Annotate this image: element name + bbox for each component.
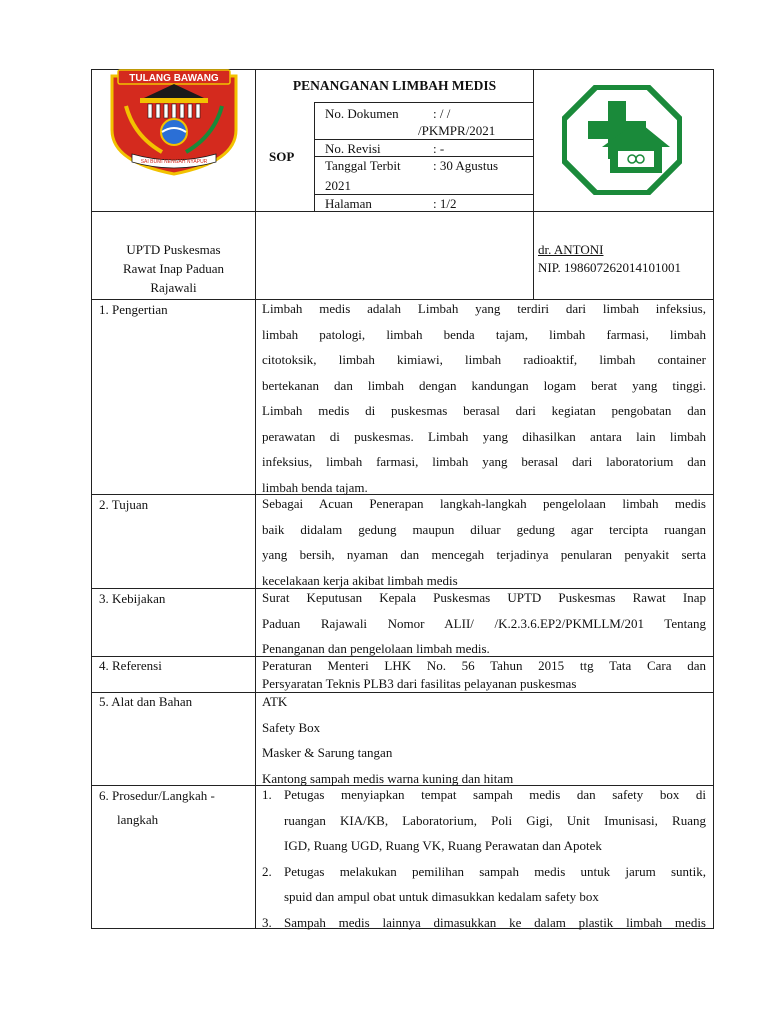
table-border-left [91,69,92,929]
body-line: baik didalam gedung maupun diluar gedung agar tercipta ruangan [262,521,706,537]
body-line: citotoksik, limbah kimiawi, limbah radioaktif, limbah container [262,352,706,367]
body-line: Limbah medis adalah Limbah yang terdiri dari limbah infeksius, [262,301,706,316]
section-body-tujuan [262,491,706,593]
body-line: Sampah medis lainnya dimasukkan ke dalam plastik limbah medis [284,914,706,930]
docinfo-divider-1 [314,139,533,140]
section-body-kebijakan [262,585,706,662]
organization-name [92,240,255,297]
procedure-item [262,910,706,936]
tanggal-terbit-value-line2: 2021 [325,178,351,193]
body-line: kecelakaan kerja akibat limbah medis [262,572,458,588]
label-column-divider [255,69,256,929]
body-line: Paduan Rajawali Nomor ALII/ /K.2.3.6.EP2/PKMLLM/201 Tentang [262,615,706,631]
docinfo-divider-3 [314,194,533,195]
halaman-label: Halaman [325,196,372,211]
tanggal-terbit-label: Tanggal Terbit [325,158,401,173]
body-line: Surat Keputusan Kepala Puskesmas UPTD Puskesmas Rawat Inap [262,590,706,605]
section-body-pengertian [262,296,706,500]
section-label-tujuan: 2. Tujuan [99,497,149,512]
body-line: limbah patologi, limbah benda tajam, limbah farmasi, limbah [262,326,706,342]
body-line: spuid dan ampul obat untuk dimasukkan kedalam safety box [284,889,599,904]
logo-motto-text: SAI BUMI NENGAH NYAPUR [140,159,208,165]
body-line: ATK [262,694,288,709]
section-label-prosedur-line2: langkah [117,812,159,827]
logo-column-divider [533,69,534,300]
puskesmas-logo [562,85,682,195]
signer-nip: NIP. 198607262014101001 [538,260,682,275]
body-line: Kantong sampah medis warna kuning dan hitam [262,770,514,786]
procedure-item [262,859,706,910]
logo-banner-text: TULANG BAWANG [129,73,219,84]
body-line: Sebagai Acuan Penerapan langkah-langkah pengelolaan limbah medis [262,496,706,511]
body-line: Persyaratan Teknis PLB3 dari fasilitas pelayanan puskesmas [262,676,577,691]
procedure-item [262,782,706,859]
tulang-bawang-logo [104,66,244,176]
section-label-alat-bahan: 5. Alat dan Bahan [99,694,193,709]
no-revisi-value: : - [433,141,445,156]
section-label-pengertian: 1. Pengertian [99,302,168,317]
no-dokumen-value-line2: /PKMPR/2021 [418,123,496,138]
organization-line-1: UPTD Puskesmas [126,242,221,257]
halaman-value: : 1/2 [433,196,457,211]
body-line: Petugas menyiapkan tempat sampah medis dan safety box di [284,787,706,802]
body-line: yang bersih, nyaman dan mencegah terjadinya penularan penyakit serta [262,547,706,562]
body-line: Masker & Sarung tangan [262,745,393,760]
body-line: limbah benda tajam. [262,479,368,495]
body-line: Penanganan dan pengelolaan limbah medis. [262,641,490,656]
sop-label: SOP [269,149,295,164]
no-revisi-label: No. Revisi [325,141,381,156]
organization-line-2: Rawat Inap Paduan [122,261,225,276]
section-body-alat-bahan [262,689,706,791]
body-line: Peraturan Menteri LHK No. 56 Tahun 2015 ttg Tata Cara dan [262,658,706,673]
header-bottom-border [91,211,714,212]
tanggal-terbit-value: : 30 Agustus [433,158,499,173]
signer-name: dr. ANTONI [538,242,604,257]
procedure-item-number: 1. [262,787,272,802]
section-label-prosedur: 6. Prosedur/Langkah - [99,788,215,803]
body-line: perawatan di puskesmas. Limbah yang dihasilkan antara lain limbah [262,428,706,444]
no-dokumen-value: : / / [433,106,451,121]
section-body-prosedur [262,782,706,935]
table-border-right [713,69,714,929]
header-divider [314,102,533,103]
sop-column-divider [314,102,315,212]
body-line: Safety Box [262,719,321,735]
body-line: IGD, Ruang UGD, Ruang VK, Ruang Perawatan dan Apotek [284,838,602,853]
body-line: ruangan KIA/KB, Laboratorium, Poli Gigi, Unit Imunisasi, Ruang [284,812,706,828]
section-label-kebijakan: 3. Kebijakan [99,591,166,606]
section-body-referensi [262,657,706,693]
procedure-item-number: 3. [262,914,272,930]
body-line: Petugas melakukan pemilihan sampah medis untuk jarum suntik, [284,863,706,879]
procedure-item-number: 2. [262,863,272,879]
section-label-referensi: 4. Referensi [99,658,162,673]
document-title: PENANGANAN LIMBAH MEDIS [292,78,497,93]
body-line: Limbah medis di puskesmas berasal dari kegiatan pengobatan dan [262,403,706,418]
body-line: bertekanan dan limbah dengan kandungan logam berat yang tinggi. [262,377,706,393]
body-line: infeksius, limbah farmasi, limbah yang berasal dari laboratorium dan [262,454,706,469]
organization-line-3: Rajawali [150,280,197,295]
no-dokumen-label: No. Dokumen [325,106,399,121]
